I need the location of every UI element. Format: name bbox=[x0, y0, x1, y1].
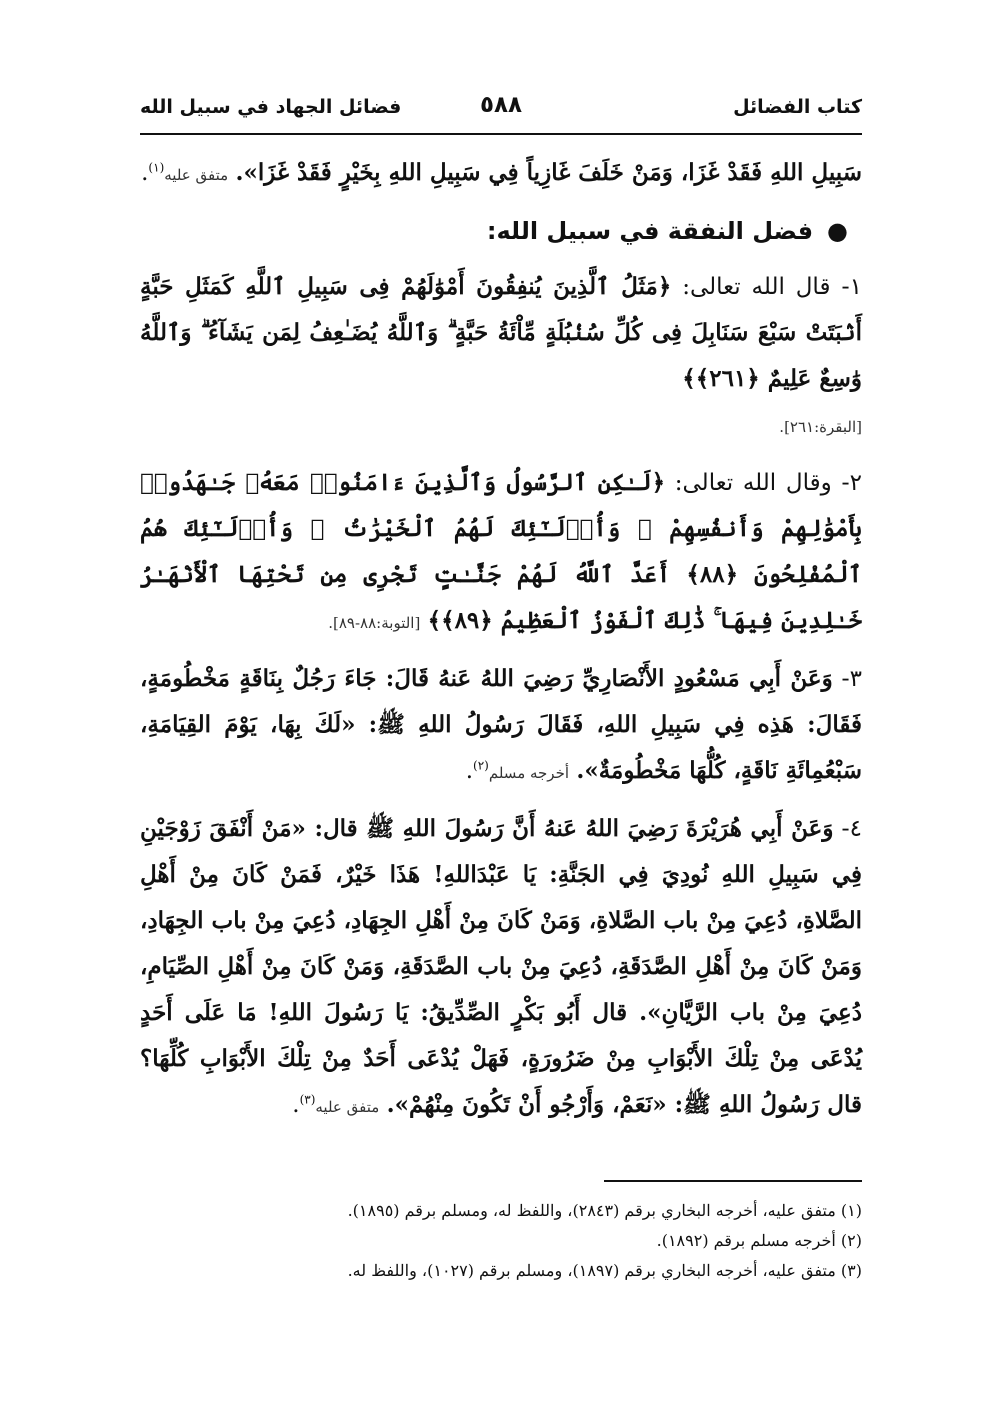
intro-text: سَبِيلِ اللهِ فَقَدْ غَزَا، وَمَنْ خَلَفَ غَازِياً فِي سَبِيلِ اللهِ بِخَيْرٍ فَقَدْ غَزَا». bbox=[235, 159, 862, 186]
hadith-text: وَعَنْ أَبِي هُرَيْرَةَ رَضِيَ اللهُ عَنهُ أَنَّ رَسُولَ اللهِ ﷺ قال: «مَنْ أَنْفَقَ زَوْجَيْنِ فِي سَبِيلِ اللهِ نُودِيَ فِي الجَنَّةِ: يَا عَبْدَاللهِ! هَذَا خَيْرٌ، فَمَنْ كَانَ مِنْ أَهْلِ الصَّلاةِ، دُعِيَ مِنْ باب الصَّلاةِ، وَمَنْ كَانَ مِنْ أَهْلِ الجِهَادِ، دُعِيَ مِنْ باب الجِهَادِ، وَمَنْ كَانَ مِنْ أَهْلِ الصَّدَقَةِ، دُعِيَ مِنْ باب الصَّدَقَةِ، وَمَنْ كَانَ مِنْ أَهْلِ الصِّيَامِ، دُعِيَ مِنْ باب الرَّيَّانِ». قال أَبُو بَكْرٍ الصِّدِّيقُ: يَا رَسُولَ اللهِ! مَا عَلَى أَحَدٍ يُدْعَى مِنْ تِلْكَ الأَبْوَابِ مِنْ ضَرُورَةٍ، فَهَلْ يُدْعَى أَحَدٌ مِنْ تِلْكَ الأَبْوَابِ كُلِّهَا؟ قال رَسُولُ اللهِ ﷺ: «نَعَمْ، وَأَرْجُو أَنْ تَكُونَ مِنْهُمْ». bbox=[140, 815, 862, 1118]
footnote-2: (٢) أخرجه مسلم برقم (١٨٩٢). bbox=[656, 1231, 862, 1250]
quran-verse: ﴿لَـٰكِنِ ٱلرَّسُولُ وَٱلَّذِينَ ءَامَنُوا۟ مَعَهُۥ جَـٰهَدُوا۟ بِأَمْوَٰلِهِمْ وَأَنفُسِهِمْ ۚ وَأُو۟لَـٰٓئِكَ لَهُمُ ٱلْخَيْرَٰتُ ۖ وَأُو۟لَـٰٓئِكَ هُمُ ٱلْمُفْلِحُونَ ﴿٨٨﴾ أَعَدَّ ٱللَّهُ لَهُمْ جَنَّـٰتٍ تَجْرِى مِن تَحْتِهَا ٱلْأَنْهَـٰرُ خَـٰلِدِينَ فِيهَا ۚ ذَٰلِكَ ٱلْفَوْزُ ٱلْعَظِيمُ ﴿٨٩﴾﴾ bbox=[140, 469, 862, 634]
bullet-icon: ● bbox=[827, 217, 848, 245]
header-divider bbox=[140, 133, 862, 135]
item-4: ٤- وَعَنْ أَبِي هُرَيْرَةَ رَضِيَ اللهُ عَنهُ أَنَّ رَسُولَ اللهِ ﷺ قال: «مَنْ أَنْفَقَ زَوْجَيْنِ فِي سَبِيلِ اللهِ نُودِيَ فِي الجَنَّةِ: يَا عَبْدَاللهِ! هَذَا خَيْرٌ، فَمَنْ كَانَ مِنْ أَهْلِ الصَّلاةِ، دُعِيَ مِنْ باب الصَّلاةِ، وَمَنْ كَانَ مِنْ أَهْلِ الجِهَادِ، دُعِيَ مِنْ باب الجِهَادِ، وَمَنْ كَانَ مِنْ أَهْلِ الصَّدَقَةِ، دُعِيَ مِنْ باب الصَّدَقَةِ، وَمَنْ كَانَ مِنْ أَهْلِ الصِّيَامِ، دُعِيَ مِنْ باب الرَّيَّانِ». قال أَبُو بَكْرٍ الصِّدِّيقُ: يَا رَسُولَ اللهِ! مَا عَلَى أَحَدٍ يُدْعَى مِنْ تِلْكَ الأَبْوَابِ مِنْ ضَرُورَةٍ، فَهَلْ يُدْعَى أَحَدٌ مِنْ تِلْكَ الأَبْوَابِ كُلِّهَا؟ قال رَسُولُ اللهِ ﷺ: «نَعَمْ، وَأَرْجُو أَنْ تَكُونَ مِنْهُمْ». متفق عليه$^{(٣)}$. bbox=[140, 815, 863, 1118]
item-number: ٢- bbox=[841, 470, 863, 496]
intro-reference: متفق عليه bbox=[164, 166, 229, 184]
section-title: فضل النفقة في سبيل الله: bbox=[486, 217, 814, 245]
footnote-1: (١) متفق عليه، أخرجه البخاري برقم (٢٨٤٣)، واللفظ له، ومسلم برقم (١٨٩٥). bbox=[347, 1201, 862, 1220]
verse-reference: [البقرة:٢٦١]. bbox=[779, 418, 862, 436]
hadith-text: وَعَنْ أَبِي مَسْعُودٍ الأَنْصَارِيِّ رَضِيَ اللهُ عَنهُ قَالَ: جَاءَ رَجُلٌ بِنَاقَةٍ مَخْطُومَةٍ، فَقَالَ: هَذِه فِي سَبِيلِ اللهِ، فَقَالَ رَسُولُ اللهِ ﷺ: «لَكَ بِهَا، يَوْمَ القِيَامَةِ، سَبْعُمِائَةِ نَاقَةٍ، كُلُّهَا مَخْطُومَةٌ». bbox=[140, 665, 862, 784]
running-header bbox=[140, 92, 862, 132]
section-heading bbox=[140, 208, 862, 254]
item-lead: قال الله تعالى: bbox=[682, 274, 831, 300]
book-title: كتاب الفضائل bbox=[733, 96, 862, 118]
item-number: ٣- bbox=[841, 666, 863, 692]
item-lead: وقال الله تعالى: bbox=[674, 470, 832, 496]
footnote-marker-1[interactable]: (١) bbox=[148, 160, 165, 175]
item-2 bbox=[140, 460, 862, 646]
item-3: ٣- وَعَنْ أَبِي مَسْعُودٍ الأَنْصَارِيِّ رَضِيَ اللهُ عَنهُ قَالَ: جَاءَ رَجُلٌ بِنَاقَةٍ مَخْطُومَةٍ، فَقَالَ: هَذِه فِي سَبِيلِ اللهِ، فَقَالَ رَسُولُ اللهِ ﷺ: «لَكَ بِهَا، يَوْمَ القِيَامَةِ، سَبْعُمِائَةِ نَاقَةٍ، كُلُّهَا مَخْطُومَةٌ». أخرجه مسلم$^{(٢)}$. bbox=[140, 665, 863, 784]
footnote-marker-2[interactable]: (٢) bbox=[473, 758, 489, 773]
hadith-reference: متفق عليه bbox=[315, 1098, 380, 1116]
footnote-divider bbox=[604, 1180, 862, 1182]
intro-paragraph: سَبِيلِ اللهِ فَقَدْ غَزَا، وَمَنْ خَلَفَ غَازِياً فِي سَبِيلِ اللهِ بِخَيْرٍ فَقَدْ غَزَا». متفق عليه$^{(١)}$. bbox=[141, 159, 862, 186]
chapter-title: فضائل الجهاد في سبيل الله bbox=[140, 96, 402, 118]
item-1 bbox=[140, 264, 862, 450]
footnotes bbox=[140, 1196, 862, 1286]
verse-reference: [التوبة:٨٨-٨٩]. bbox=[328, 614, 421, 632]
footnote-marker-3[interactable]: (٣) bbox=[299, 1092, 316, 1107]
footnote-3: (٣) متفق عليه، أخرجه البخاري برقم (١٨٩٧)، ومسلم برقم (١٠٢٧)، واللفظ له. bbox=[347, 1261, 862, 1280]
quran-verse: ﴿مَثَلُ ٱلَّذِينَ يُنفِقُونَ أَمْوَٰلَهُمْ فِى سَبِيلِ ٱللَّهِ كَمَثَلِ حَبَّةٍ أَنۢبَتَتْ سَبْعَ سَنَابِلَ فِى كُلِّ سُنۢبُلَةٍ مِّاْئَةُ حَبَّةٍ ۗ وَٱللَّهُ يُضَـٰعِفُ لِمَن يَشَآءُ ۗ وَٱللَّهُ وَٰسِعٌ عَلِيمٌ ﴿٢٦١﴾﴾ bbox=[140, 273, 862, 392]
main-text bbox=[140, 150, 862, 1130]
item-number: ٤- bbox=[841, 816, 863, 842]
item-number: ١- bbox=[841, 274, 862, 300]
page-number: ٥٨٨ bbox=[479, 92, 523, 118]
hadith-reference: أخرجه مسلم bbox=[488, 764, 570, 782]
